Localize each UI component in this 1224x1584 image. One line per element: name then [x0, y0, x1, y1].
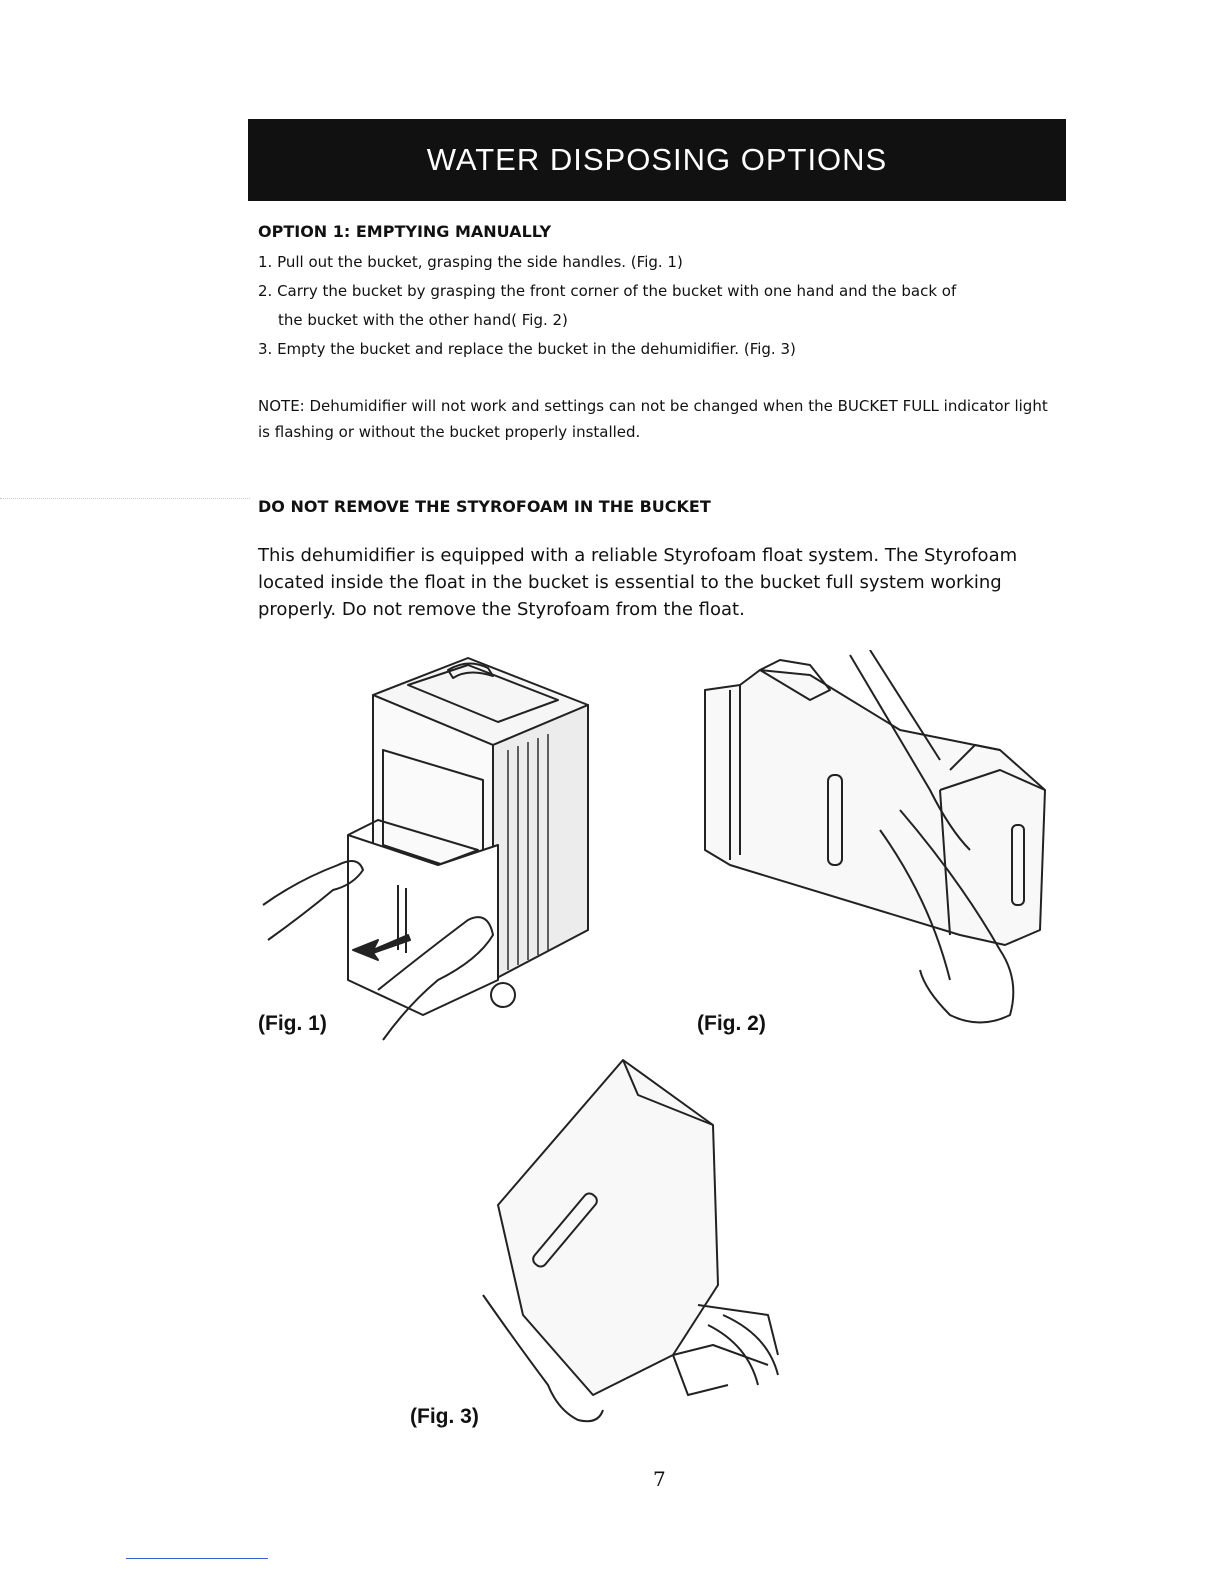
step-3: 3. Empty the bucket and replace the bucket in the dehumidifier. (Fig. 3) [258, 340, 796, 358]
steps-list [258, 248, 1058, 364]
page-title: WATER DISPOSING OPTIONS [426, 142, 888, 177]
scan-artifact-line [0, 498, 250, 499]
step-2: 2. Carry the bucket by grasping the front corner of the bucket with one hand and the back of [258, 282, 957, 300]
styrofoam-paragraph: This dehumidifier is equipped with a reliable Styrofoam float system. The Styrofoam located inside the float in the bucket is essential to the bucket full system working properly. Do not remove the Styrofoam from the float. [258, 545, 1018, 620]
step-2-continued: the bucket with the other hand( Fig. 2) [278, 311, 568, 329]
note-text: NOTE: Dehumidifier will not work and settings can not be changed when the BUCKET FULL indicator light is flashing or without the bucket properly installed. [258, 397, 1048, 441]
styrofoam-heading: DO NOT REMOVE THE STYROFOAM IN THE BUCKET [258, 497, 711, 516]
fig3-caption: (Fig. 3) [410, 1405, 479, 1428]
fig2-carrying-bucket-illustration [700, 650, 1060, 1040]
scan-artifact-blue-line [126, 1558, 268, 1559]
fig1-dehumidifier-illustration [258, 650, 608, 1050]
step-1: 1. Pull out the bucket, grasping the side handles. (Fig. 1) [258, 253, 683, 271]
fig2-caption: (Fig. 2) [697, 1012, 766, 1035]
fig1-caption: (Fig. 1) [258, 1012, 327, 1035]
page-header-bar [248, 119, 1066, 201]
fig3-emptying-bucket-illustration [478, 1055, 798, 1435]
option1-heading: OPTION 1: EMPTYING MANUALLY [258, 222, 552, 241]
page-number: 7 [653, 1467, 666, 1491]
